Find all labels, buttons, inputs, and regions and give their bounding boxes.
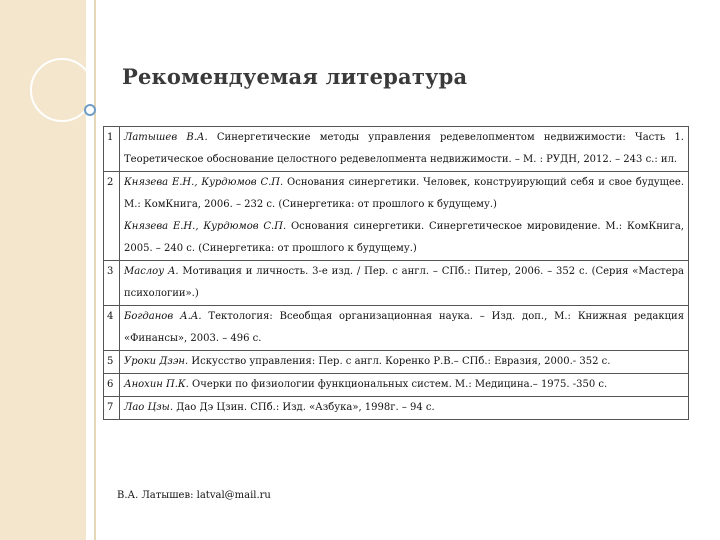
- reference-row: [104, 374, 689, 397]
- reference-row: [104, 261, 689, 306]
- references-table: [103, 126, 689, 420]
- reference-number: 7: [104, 397, 120, 420]
- reference-number: 4: [104, 306, 120, 351]
- reference-text: [120, 306, 689, 351]
- reference-details: Синергетические методы управления редевелопментом недвижимости: Часть 1. Теоретическое обоснование целостного редевелопмента недвижимости. – М. : РУДН, 2012. – 243 с.: ил.: [124, 132, 684, 165]
- reference-number: 2: [104, 172, 120, 261]
- reference-text: [120, 351, 689, 374]
- reference-entry: [124, 397, 684, 419]
- reference-text: [120, 127, 689, 172]
- reference-row: [104, 172, 689, 261]
- reference-author: Латышев В.А.: [124, 132, 208, 143]
- reference-row: [104, 397, 689, 420]
- reference-details: Основания синергетики. Человек, конструирующий себя и свое будущее. М.: КомКнига, 2006. – 232 с. (Синергетика: от прошлого к будущему.): [124, 177, 684, 210]
- reference-number: 6: [104, 374, 120, 397]
- reference-text: [120, 397, 689, 420]
- reference-row: [104, 351, 689, 374]
- reference-entry: [124, 172, 684, 216]
- reference-author: Маслоу А.: [124, 266, 179, 277]
- reference-number: 1: [104, 127, 120, 172]
- sidebar-line: [94, 0, 96, 540]
- reference-entry: [124, 127, 684, 171]
- reference-text: [120, 261, 689, 306]
- reference-author: Богданов А.А.: [124, 311, 202, 322]
- footer-contact: В.А. Латышев: latval@mail.ru: [117, 490, 271, 501]
- reference-details: Искусство управления: Пер. с англ. Коренко Р.В.– СПб.: Евразия, 2000.- 352 с.: [188, 356, 611, 367]
- reference-details: Тектология: Всеобщая организационная наука. – Изд. доп., М.: Книжная редакция «Финансы», 2003. – 496 с.: [124, 311, 684, 344]
- reference-author: Князева Е.Н., Курдюмов С.П.: [124, 221, 287, 232]
- sidebar-stripe: [86, 0, 94, 540]
- reference-entry: [124, 351, 684, 373]
- reference-author: Анохин П.К.: [124, 379, 189, 390]
- reference-number: 5: [104, 351, 120, 374]
- reference-row: [104, 127, 689, 172]
- reference-author: Лао Цзы.: [124, 402, 174, 413]
- reference-details: Основания синергетики. Синергетическое мировидение. М.: КомКнига, 2005. – 240 с. (Синергетика: от прошлого к будущему.): [124, 221, 684, 254]
- reference-entry: [124, 306, 684, 350]
- reference-author: Князева Е.Н., Курдюмов С.П.: [124, 177, 284, 188]
- reference-author: Уроки Дзэн.: [124, 356, 189, 367]
- reference-text: [120, 374, 689, 397]
- decorative-sidebar: [0, 0, 86, 540]
- reference-row: [104, 306, 689, 351]
- reference-entry: [124, 216, 684, 260]
- reference-details: Очерки по физиологии функциональных систем. М.: Медицина.– 1975. -350 с.: [188, 379, 608, 390]
- reference-entry: [124, 261, 684, 305]
- reference-text: [120, 172, 689, 261]
- reference-details: Дао Дэ Цзин. СПб.: Изд. «Азбука», 1998г. – 94 с.: [173, 402, 435, 413]
- reference-entry: [124, 374, 684, 396]
- page-title: Рекомендуемая литература: [122, 64, 468, 89]
- reference-details: Мотивация и личность. 3-е изд. / Пер. с англ. – СПб.: Питер, 2006. – 352 с. (Серия «Мастера психологии».): [124, 266, 685, 299]
- bullet-circle-icon: [84, 104, 96, 116]
- reference-number: 3: [104, 261, 120, 306]
